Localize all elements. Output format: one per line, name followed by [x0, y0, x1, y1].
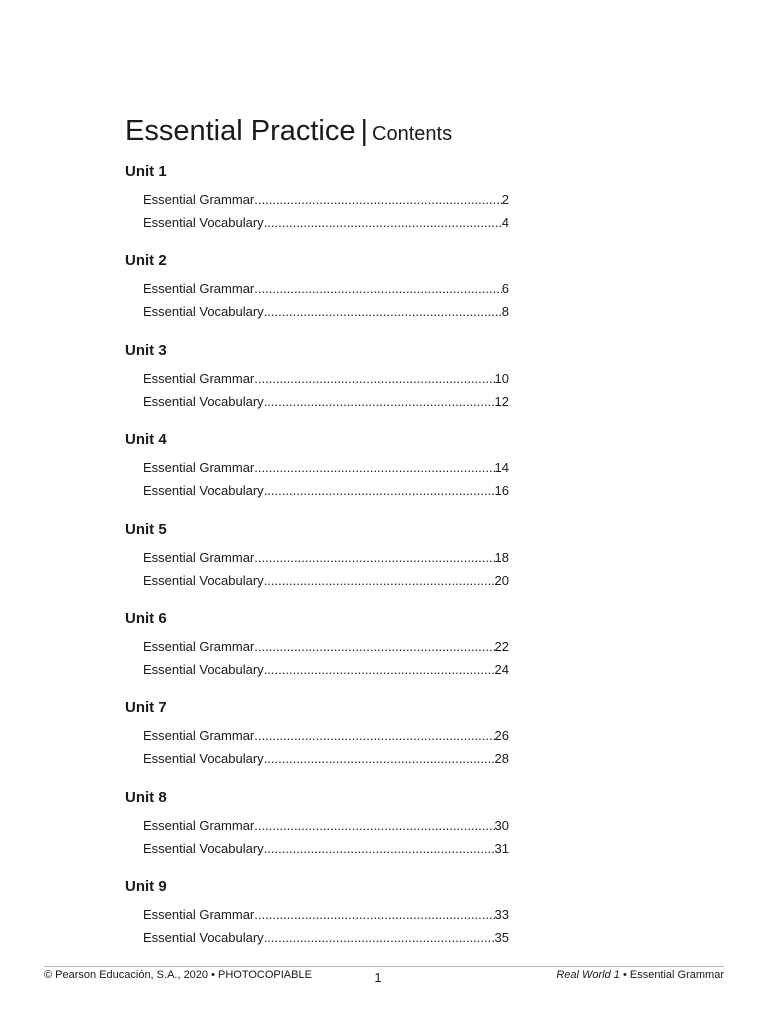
toc-entry-page: 28: [494, 751, 509, 767]
title-separator: |: [360, 115, 369, 147]
toc-entry[interactable]: [143, 841, 509, 857]
footer-book-separator: •: [619, 969, 630, 981]
toc-entry[interactable]: [143, 483, 509, 499]
dot-leader: [264, 841, 495, 857]
dot-leader: [264, 662, 495, 678]
toc-entry-page: 6: [501, 281, 509, 297]
dot-leader: [254, 550, 494, 566]
toc-entry[interactable]: [143, 573, 509, 589]
contents-list: [125, 161, 509, 966]
toc-entry-label: Essential Vocabulary: [143, 661, 264, 677]
toc-entry-label: Essential Grammar: [143, 192, 255, 207]
footer-book-info: [556, 968, 724, 982]
unit-section: [125, 519, 509, 608]
toc-entry-label: Essential Vocabulary: [143, 930, 264, 946]
footer-book-section: Essential Grammar: [629, 969, 724, 981]
toc-entry-label: Essential Vocabulary: [143, 215, 264, 230]
toc-entry-label: Essential Grammar: [143, 817, 255, 833]
unit-heading: Unit 7: [125, 699, 167, 717]
toc-entry-page: 2: [501, 192, 509, 207]
toc-entry-page: 14: [494, 460, 509, 476]
toc-entry[interactable]: [143, 304, 509, 320]
toc-entry-label: Essential Vocabulary: [143, 751, 264, 767]
toc-entry[interactable]: [143, 281, 509, 297]
toc-entry-label: Essential Grammar: [143, 638, 255, 654]
dot-leader: [254, 460, 494, 476]
toc-entry-page: 31: [494, 840, 509, 856]
toc-entry-page: 12: [494, 393, 509, 409]
unit-section: [125, 161, 509, 250]
toc-entry-label: Essential Vocabulary: [143, 393, 264, 409]
dot-leader: [264, 304, 502, 320]
unit-section: [125, 429, 509, 518]
footer-book-title: Real World 1: [556, 969, 620, 981]
unit-section: [125, 340, 509, 429]
toc-entry-page: 8: [501, 304, 509, 320]
toc-entry[interactable]: [143, 639, 509, 655]
toc-entry-label: Essential Vocabulary: [143, 840, 264, 856]
toc-entry[interactable]: [143, 751, 509, 767]
unit-section: [125, 608, 509, 697]
toc-entry-page: 18: [494, 549, 509, 565]
dot-leader: [254, 728, 494, 744]
unit-section: [125, 876, 509, 965]
toc-entry-label: Essential Vocabulary: [143, 304, 264, 320]
toc-entry-page: 4: [501, 215, 509, 230]
footer-divider: [44, 966, 724, 967]
dot-leader: [264, 930, 495, 946]
toc-entry[interactable]: [143, 550, 509, 566]
toc-entry[interactable]: [143, 818, 509, 834]
toc-entry-page: 16: [494, 483, 509, 499]
dot-leader: [254, 818, 494, 834]
unit-heading: Unit 6: [125, 609, 167, 627]
unit-heading: Unit 4: [125, 431, 167, 449]
toc-entry-page: 20: [494, 572, 509, 588]
toc-entry-page: 26: [494, 728, 509, 744]
dot-leader: [254, 192, 502, 208]
toc-entry-label: Essential Vocabulary: [143, 572, 264, 588]
toc-entry-page: 24: [494, 661, 509, 677]
unit-section: [125, 697, 509, 786]
dot-leader: [264, 483, 495, 499]
toc-entry[interactable]: [143, 930, 509, 946]
toc-entry[interactable]: [143, 192, 509, 208]
dot-leader: [264, 751, 495, 767]
toc-entry-page: 35: [494, 930, 509, 946]
toc-entry[interactable]: [143, 907, 509, 923]
unit-section: [125, 787, 509, 876]
toc-entry-label: Essential Grammar: [143, 370, 255, 386]
footer-page-number: 1: [374, 970, 382, 985]
dot-leader: [254, 907, 494, 923]
toc-entry[interactable]: [143, 728, 509, 744]
toc-entry[interactable]: [143, 460, 509, 476]
dot-leader: [264, 573, 495, 589]
toc-entry-page: 30: [494, 817, 509, 833]
unit-heading: Unit 1: [125, 163, 167, 180]
unit-heading: Unit 2: [125, 252, 167, 270]
toc-entry-label: Essential Grammar: [143, 728, 255, 744]
page-title: [125, 113, 452, 152]
unit-section: [125, 250, 509, 339]
dot-leader: [254, 639, 494, 655]
page-title-main: Essential Practice: [125, 115, 356, 147]
dot-leader: [254, 281, 502, 297]
dot-leader: [264, 215, 502, 231]
unit-heading: Unit 8: [125, 788, 167, 806]
toc-entry-page: 33: [494, 907, 509, 923]
dot-leader: [254, 371, 494, 387]
page-subtitle: Contents: [372, 123, 453, 145]
toc-entry-page: 22: [494, 638, 509, 654]
toc-entry[interactable]: [143, 662, 509, 678]
toc-entry-label: Essential Grammar: [143, 907, 255, 923]
toc-entry-label: Essential Vocabulary: [143, 483, 264, 499]
toc-entry-page: 10: [494, 370, 509, 386]
unit-heading: Unit 5: [125, 520, 167, 538]
toc-entry[interactable]: [143, 394, 509, 410]
toc-entry-label: Essential Grammar: [143, 281, 255, 297]
unit-heading: Unit 3: [125, 341, 167, 359]
toc-entry-label: Essential Grammar: [143, 549, 255, 565]
unit-heading: Unit 9: [125, 878, 167, 896]
dot-leader: [264, 394, 495, 410]
toc-entry[interactable]: [143, 215, 509, 231]
footer-copyright: © Pearson Educación, S.A., 2020 • PHOTOCOPIABLE: [44, 969, 312, 981]
toc-entry[interactable]: [143, 371, 509, 387]
toc-entry-label: Essential Grammar: [143, 460, 255, 476]
